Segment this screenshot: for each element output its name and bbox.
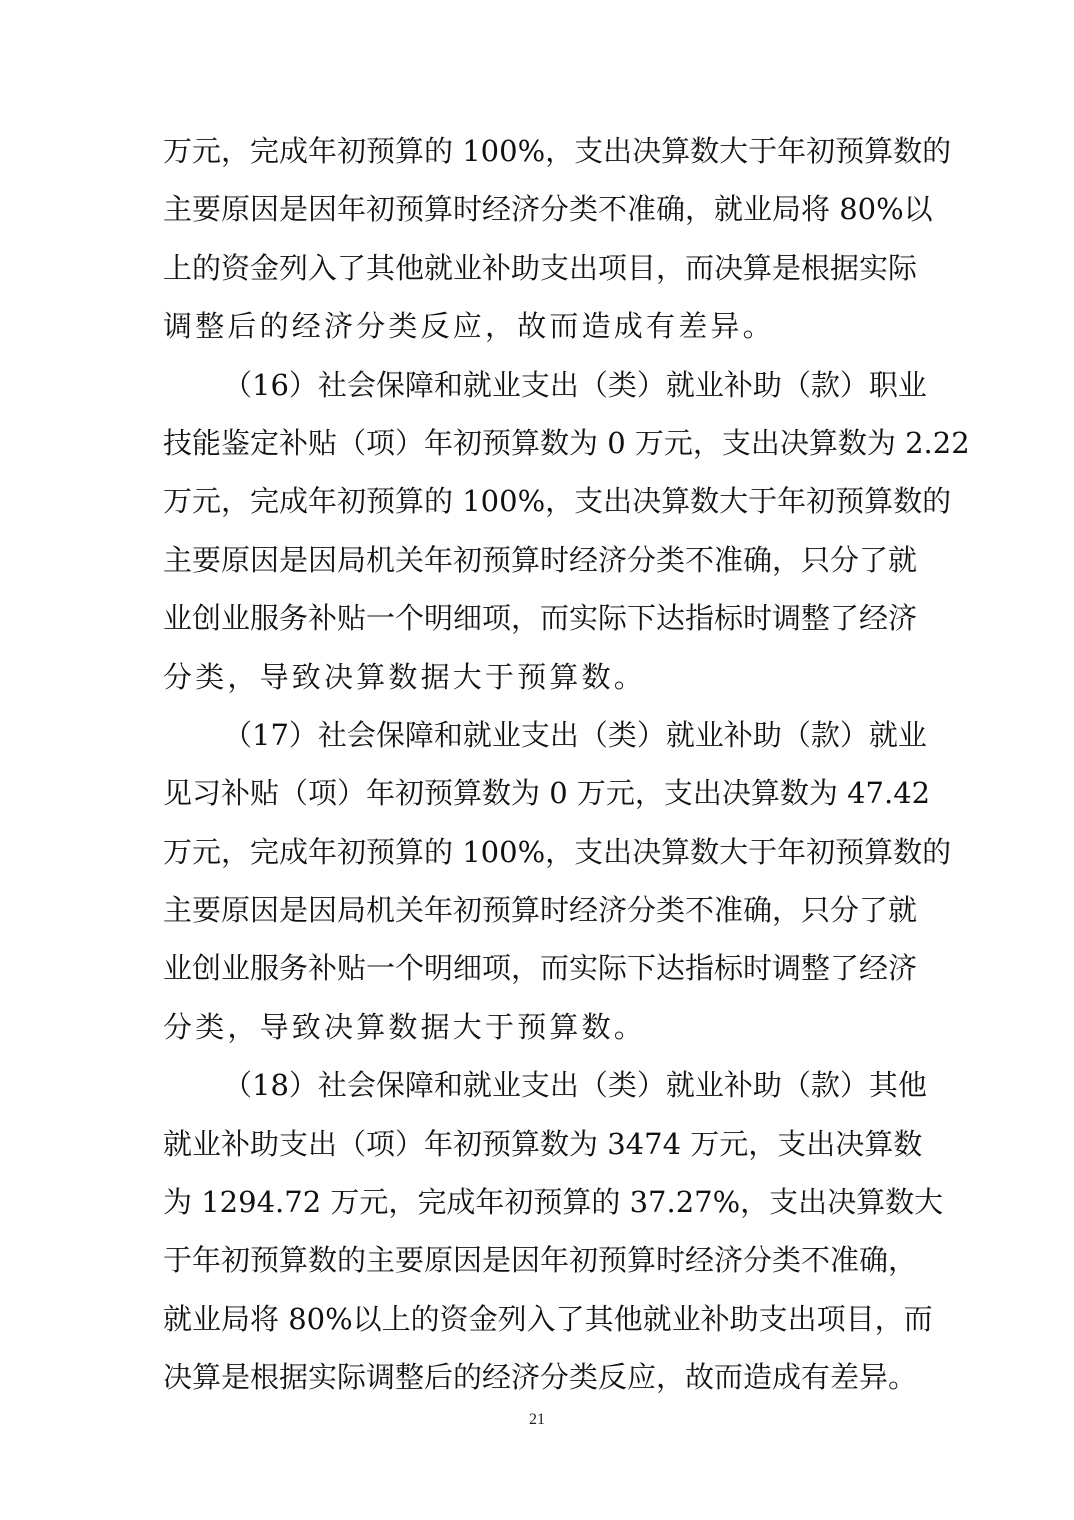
text-line: （16）社会保障和就业支出（类）就业补助（款）职业 [223,367,927,402]
body-text [163,122,970,1407]
text-line: 主要原因是因局机关年初预算时经济分类不准确，只分了就 [163,893,918,928]
text-line: 调整后的经济分类反应，故而造成有差异。 [163,309,775,344]
text-line: （17）社会保障和就业支出（类）就业补助（款）就业 [223,717,927,752]
text-line: 于年初预算数的主要原因是因年初预算时经济分类不准确， [163,1243,918,1278]
text-line: 上的资金列入了其他就业补助支出项目，而决算是根据实际 [163,250,918,285]
text-line: 就业局将 80%以上的资金列入了其他就业补助支出项目，而 [163,1301,933,1336]
text-line: 业创业服务补贴一个明细项，而实际下达指标时调整了经济 [163,601,918,636]
text-line: 业创业服务补贴一个明细项，而实际下达指标时调整了经济 [163,951,918,986]
text-line: 分类，导致决算数据大于预算数。 [163,1009,647,1044]
text-line: 分类，导致决算数据大于预算数。 [163,659,647,694]
text-line: 见习补贴（项）年初预算数为 0 万元，支出决算数为 47.42 [163,776,931,811]
text-line: （18）社会保障和就业支出（类）就业补助（款）其他 [223,1068,927,1103]
text-line: 万元，完成年初预算的 100%，支出决算数大于年初预算数的 [163,834,952,869]
text-line: 万元，完成年初预算的 100%，支出决算数大于年初预算数的 [163,134,952,168]
text-line: 就业补助支出（项）年初预算数为 3474 万元，支出决算数 [163,1126,923,1161]
text-line: 主要原因是因局机关年初预算时经济分类不准确，只分了就 [163,542,918,577]
text-line: 技能鉴定补贴（项）年初预算数为 0 万元，支出决算数为 2.22 [163,425,970,460]
text-line: 万元，完成年初预算的 100%，支出决算数大于年初预算数的 [163,484,952,519]
page-number: 21 [529,1411,545,1428]
text-line: 主要原因是因年初预算时经济分类不准确，就业局将 80%以 [163,192,933,227]
text-line: 决算是根据实际调整后的经济分类反应，故而造成有差异。 [163,1360,918,1395]
text-line: 为 1294.72 万元，完成年初预算的 37.27%，支出决算数大 [163,1185,944,1220]
